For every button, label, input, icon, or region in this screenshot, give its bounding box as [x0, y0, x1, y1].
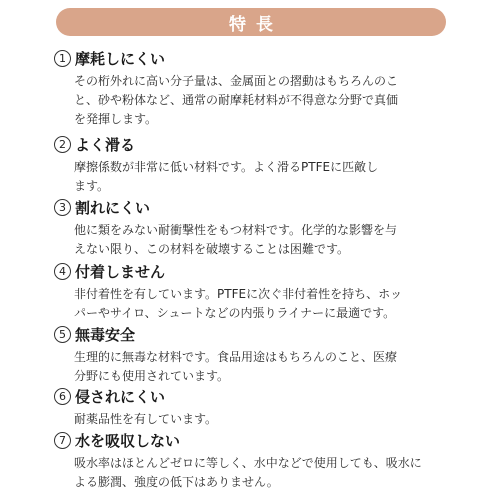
feature-description: [74, 454, 454, 492]
feature-description: [74, 158, 454, 196]
feature-title: 無毒安全: [75, 325, 136, 344]
desc-line: よる膨潤、強度の低下はありません。: [74, 475, 279, 489]
circled-number: 1: [54, 50, 71, 67]
desc-line: 生理的に無毒な材料です。食品用途はもちろんのこと、医療: [74, 350, 398, 364]
features-banner: [56, 8, 446, 36]
feature-heading: [54, 261, 165, 281]
feature-description: [74, 348, 454, 386]
feature-heading: [54, 48, 165, 68]
desc-line: 分野にも使用されています。: [74, 369, 230, 383]
feature-title: 付着しません: [75, 262, 166, 281]
feature-title: 摩耗しにくい: [75, 49, 166, 68]
feature-description: [74, 285, 454, 323]
desc-line: と、砂や粉体など、通常の耐摩耗材料が不得意な分野で真価: [74, 93, 399, 107]
circled-number: 5: [54, 326, 71, 343]
feature-heading: [54, 197, 150, 217]
circled-number: 7: [54, 432, 71, 449]
circled-number: 2: [54, 136, 71, 153]
banner-title: 特長: [229, 14, 283, 35]
feature-description: [74, 221, 454, 259]
desc-line: 他に類をみない耐衝撃性をもつ材料です。化学的な影響を与: [74, 223, 398, 237]
feature-title: よく滑る: [75, 135, 136, 154]
circled-number: 6: [54, 388, 71, 405]
circled-number: 4: [54, 263, 71, 280]
feature-heading: [54, 134, 135, 154]
desc-line: 摩擦係数が非常に低い材料です。よく滑るPTFEに匹敵し: [74, 160, 379, 174]
desc-line: 耐薬品性を有しています。: [74, 412, 218, 426]
desc-line: 非付着性を有しています。PTFEに次ぐ非付着性を持ち、ホッ: [74, 287, 403, 301]
desc-line: パーやサイロ、シュートなどの内張りライナーに最適です。: [74, 306, 396, 320]
feature-heading: [54, 430, 180, 450]
feature-description: [74, 410, 454, 429]
desc-line: 吸水率はほとんどゼロに等しく、水中などで使用しても、吸水に: [74, 456, 422, 470]
feature-heading: [54, 386, 165, 406]
desc-line: えない限り、この材料を破壊することは困難です。: [74, 242, 350, 256]
feature-heading: [54, 324, 135, 344]
feature-description: [74, 72, 454, 129]
feature-title: 割れにくい: [75, 198, 151, 217]
circled-number: 3: [54, 199, 71, 216]
desc-line: ます。: [74, 179, 110, 193]
desc-line: その桁外れに高い分子量は、金属面との摺動はもちろんのこ: [74, 74, 399, 88]
desc-line: を発揮します。: [74, 112, 158, 126]
feature-title: 水を吸収しない: [75, 431, 181, 450]
feature-title: 侵されにくい: [75, 387, 166, 406]
